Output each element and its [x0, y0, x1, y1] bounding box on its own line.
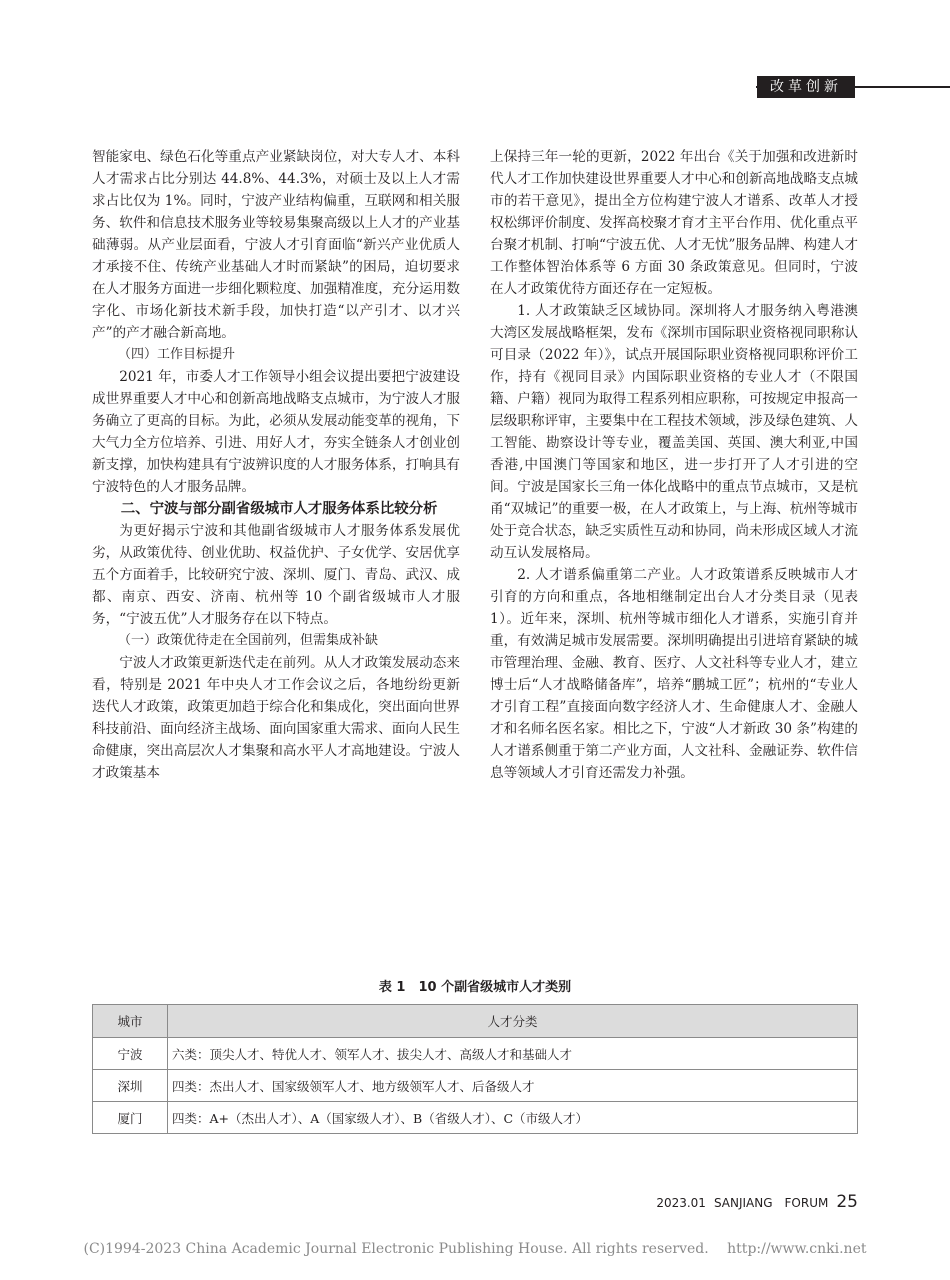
- left-paragraph-2: 2021 年，市委人才工作领导小组会议提出要把宁波建设成世界重要人才中心和创新高地战略支点城市，为宁波人才服务确立了更高的目标。为此，必须从发展动能变革的视角，下大气力全方位培养、引进、用好人才，夯实全链条人才创业创新支撑，加快构建具有宁波辨识度的人才服务体系，打响具有宁波特色的人才服务品牌。: [92, 369, 460, 495]
- copyright-notice: (C)1994-2023 China Academic Journal Electronic Publishing House. All rights reserved. http://www.cnki.net: [83, 1241, 867, 1257]
- subheading-work-goal: （四）工作目标提升: [118, 347, 236, 362]
- table-row: [93, 1102, 858, 1134]
- subheading-policy: （一）政策优待走在全国前列，但需集成补缺: [118, 633, 379, 648]
- cell-category: 四类：杰出人才、国家级领军人才、地方级领军人才、后备级人才: [168, 1070, 858, 1102]
- right-column: [490, 146, 858, 784]
- left-paragraph-3: 为更好揭示宁波和其他副省级城市人才服务体系发展优劣，从政策优待、创业优助、权益优护、子女优学、安居优享五个方面着手，比较研究宁波、深圳、厦门、青岛、武汉、成都、南京、西安、济南、杭州等 10 个副省级城市人才服务，“宁波五优”人才服务存在以下特点。: [92, 523, 460, 627]
- page-number: 25: [836, 1192, 858, 1212]
- page-footer: [656, 1192, 858, 1212]
- right-paragraph-3: 2. 人才谱系偏重第二产业。人才政策谱系反映城市人才引育的方向和重点，各地相继制定出台人才分类目录（见表 1）。近年来，深圳、杭州等城市细化人才谱系，实施引育并重，有效满足城市发展需要。深圳明确提出引进培育紧缺的城市管理治理、金融、教育、医疗、人文社科等专业人才，建立博士后“人才战略储备库”，培养“鹏城工匠”；杭州的“专业人才引育工程”直接面向数字经济人才、生命健康人才、金融人才和名师名医名家。相比之下，宁波“人才新政 30 条”构建的人才谱系侧重于第二产业方面，人文社科、金融证券、软件信息等领域人才引育还需发力补强。: [490, 567, 858, 781]
- right-paragraph-1: 上保持三年一轮的更新，2022 年出台《关于加强和改进新时代人才工作加快建设世界重要人才中心和创新高地战略支点城市的若干意见》，提出全方位构建宁波人才谱系、改革人才授权松绑评价制度、发挥高校聚才育才主平台作用、优化重点平台聚才机制、打响“宁波五优、人才无忧”服务品牌、构建人才工作整体智治体系等 6 方面 30 条政策意见。但同时，宁波在人才政策优待方面还存在一定短板。: [490, 149, 858, 297]
- cell-category: 四类：A+（杰出人才）、A（国家级人才）、B（省级人才）、C（市级人才）: [168, 1102, 858, 1134]
- left-paragraph-4: 宁波人才政策更新迭代走在前列。从人才政策发展动态来看，特别是 2021 年中央人才工作会议之后，各地纷纷更新迭代人才政策，政策更加趋于综合化和集成化，突出面向世界科技前沿、面向经济主战场、面向国家重大需求、面向人民生命健康，突出高层次人才集聚和高水平人才高地建设。宁波人才政策基本: [92, 655, 460, 781]
- cell-city: 深圳: [93, 1070, 168, 1102]
- table-row: [93, 1070, 858, 1102]
- section-heading-2: 二、宁波与部分副省级城市人才服务体系比较分析: [120, 501, 438, 517]
- talent-table: [92, 1004, 858, 1134]
- footer-journal: SANJIANG FORUM: [713, 1196, 829, 1210]
- table-header-row: [93, 1005, 858, 1038]
- footer-issue: 2023.01: [656, 1196, 706, 1210]
- right-paragraph-2: 1. 人才政策缺乏区域协同。深圳将人才服务纳入粤港澳大湾区发展战略框架，发布《深圳市国际职业资格视同职称认可目录（2022 年）》，试点开展国际职业资格视同职称评价工作，持有《视同目录》内国际职业资格的专业人才（不限国籍、户籍）视同为取得工程系列相应职称，可按规定申报高一层级职称评审，主要集中在工程技术领域，涉及绿色建筑、人工智能、勘察设计等专业，覆盖美国、英国、澳大利亚,中国香港,中国澳门等国家和地区，进一步打开了人才引进的空间。宁波是国家长三角一体化战略中的重点节点城市，又是杭甬“双城记”的重要一极，在人才政策上，与上海、杭州等城市处于竞合状态，缺乏实质性互动和协同，尚未形成区域人才流动互认发展格局。: [490, 303, 858, 561]
- left-paragraph-1: 智能家电、绿色石化等重点产业紧缺岗位，对大专人才、本科人才需求占比分别达 44.8%、44.3%，对硕士及以上人才需求占比仅为 1%。同时，宁波产业结构偏重，互联网和相关服务、软件和信息技术服务业等较易集聚高级以上人才的产业基础薄弱。从产业层面看，宁波人才引育面临“新兴产业优质人才承接不住、传统产业基础人才时而紧缺”的困局，迫切要求在人才服务方面进一步细化颗粒度、加强精准度，充分运用数字化、市场化新技术新手段，加快打造“以产引才、以才兴产”的产才融合新高地。: [92, 149, 460, 341]
- table-caption: 表 1 10 个副省级城市人才类别: [378, 980, 572, 995]
- left-column: [92, 146, 460, 784]
- header-category: 人才分类: [168, 1005, 858, 1038]
- table-row: [93, 1038, 858, 1070]
- header-city: 城市: [93, 1005, 168, 1038]
- cell-category: 六类：顶尖人才、特优人才、领军人才、拔尖人才、高级人才和基础人才: [168, 1038, 858, 1070]
- cell-city: 宁波: [93, 1038, 168, 1070]
- cell-city: 厦门: [93, 1102, 168, 1134]
- section-tag: 改革创新: [757, 76, 855, 98]
